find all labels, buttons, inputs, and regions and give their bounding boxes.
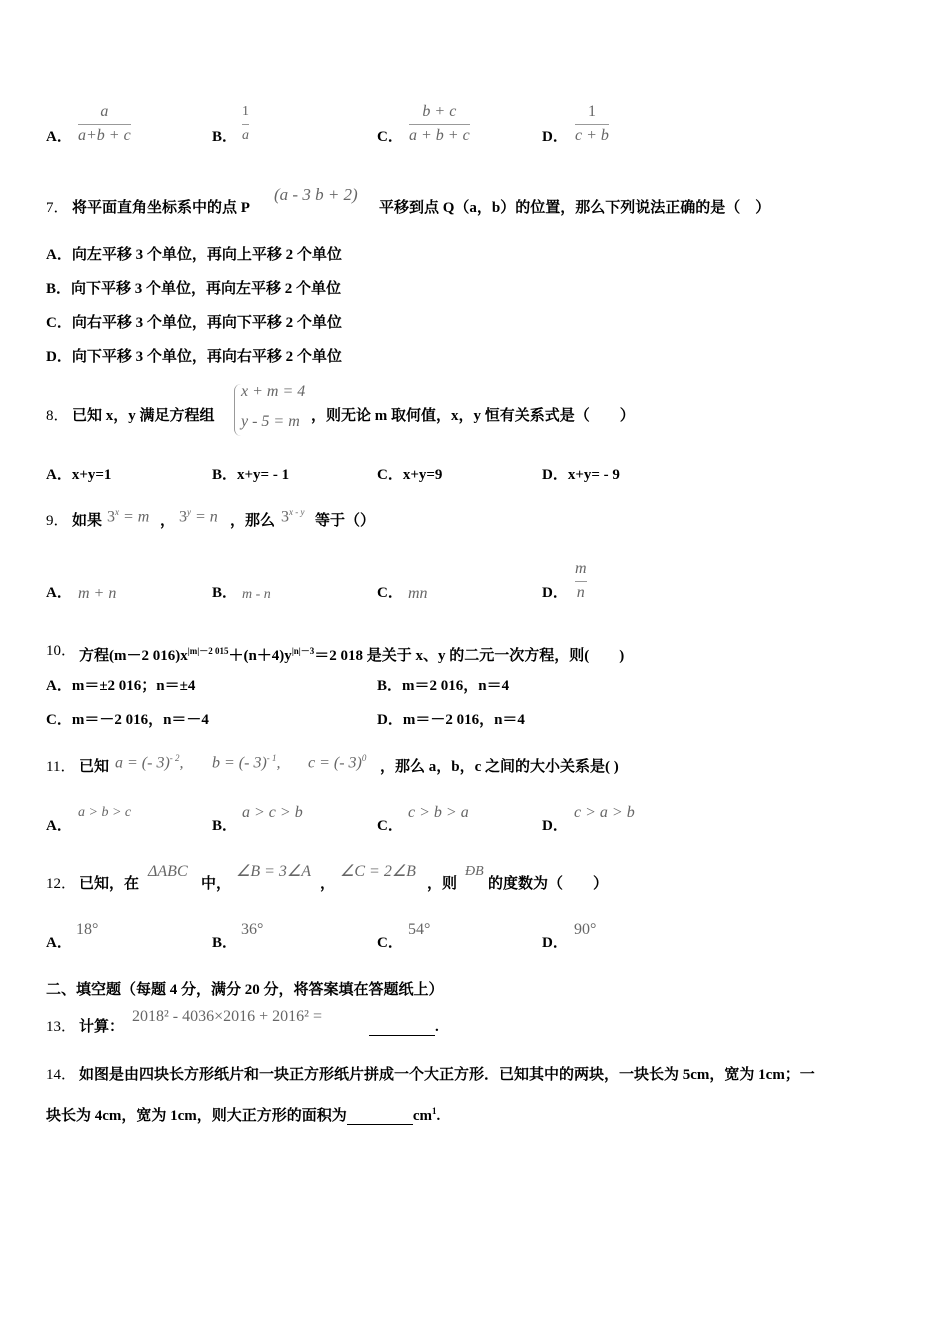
math-angle: ÐB (465, 864, 484, 879)
math-c: c = (- 3)$^0$ (308, 753, 367, 772)
denominator: a+b + c (78, 127, 131, 144)
option-c[interactable]: C．向右平移 3 个单位，再向下平移 2 个单位 (46, 315, 342, 331)
denominator: a + b + c (409, 127, 470, 144)
option-c[interactable]: C．m＝－2 016，n＝－4 (46, 712, 209, 728)
question-number: 13． (46, 1019, 77, 1035)
question-text: 的度数为（ ） (488, 876, 609, 892)
question-text: 将平面直角坐标系中的点 P (72, 200, 250, 216)
math-point: (a - 3 b + 2) (274, 185, 358, 204)
option-label[interactable]: B． (212, 585, 238, 601)
option-label[interactable]: D． (542, 935, 568, 951)
option-label: B． (212, 129, 238, 145)
answer-blank[interactable]: . (369, 1018, 439, 1036)
question-text: 块长为 4cm，宽为 1cm，则大正方形的面积为 $cm^1$. (46, 1106, 441, 1124)
option-d[interactable]: D．m＝－2 016，n＝4 (377, 712, 525, 728)
question-text: 等于（） (315, 513, 376, 529)
comma: ， (320, 876, 336, 892)
numerator: 1 (587, 103, 596, 120)
option-label: C． (377, 129, 403, 145)
option-value: mn (408, 585, 428, 602)
question-text: 如果 (72, 513, 103, 529)
option-value: 36° (241, 921, 264, 938)
question-text: 已知，在 (79, 876, 140, 892)
equation-2: y - 5 = m (241, 413, 300, 430)
option-b[interactable]: B．m＝2 016，n＝4 (377, 678, 510, 694)
option-b[interactable]: B．向下平移 3 个单位，再向左平移 2 个单位 (46, 281, 342, 297)
brace (234, 384, 241, 436)
option-label[interactable]: C． (377, 818, 403, 834)
question-text: ，则无论 m 取何值，x，y 恒有关系式是（ ） (311, 408, 635, 424)
math-relation: ∠B = 3∠A (236, 863, 312, 880)
fraction (409, 103, 470, 145)
option-value: 18° (76, 921, 99, 938)
numerator: b + c (422, 103, 457, 120)
option-label[interactable]: D． (542, 585, 568, 601)
numerator: a (100, 103, 109, 120)
answer-blank[interactable] (347, 1110, 413, 1125)
option-label: A． (46, 129, 72, 145)
math-expr: $3^y = n$ (179, 507, 218, 526)
option-a[interactable]: A．m＝±2 016；n＝±4 (46, 678, 196, 694)
option-label[interactable]: D． (542, 818, 568, 834)
option-label[interactable]: C． (377, 585, 403, 601)
question-number: 11． (46, 759, 76, 775)
numerator: 1 (242, 104, 249, 119)
option-label: D． (542, 129, 568, 145)
denominator: a (242, 128, 249, 143)
question-text: ，那么 a，b，c 之间的大小关系是( ) (380, 759, 619, 775)
question-text: 平移到点 Q（a，b）的位置，那么下列说法正确的是（ ） (379, 200, 771, 216)
math-expression: 2018² - 4036×2016 + 2016² = (132, 1008, 322, 1025)
question-text: 如图是由四块长方形纸片和一块正方形纸片拼成一个大正方形．已知其中的两块，一块长为 5cm，宽为 1cm；一 (79, 1067, 815, 1083)
option-a[interactable]: A．x+y=1 (46, 467, 112, 483)
question-number: 7． (46, 200, 69, 216)
option-value: c > b > a (408, 804, 469, 821)
option-label[interactable]: B． (212, 818, 238, 834)
option-value: 54° (408, 921, 431, 938)
question-number: 8． (46, 408, 69, 424)
option-d[interactable]: D．x+y= - 9 (542, 467, 620, 483)
option-value: 90° (574, 921, 597, 938)
math-a: a = (- 3)$^{- 2}$, (115, 753, 184, 772)
comma: ， (160, 513, 176, 529)
math-expr: $3^x = m$ (107, 507, 150, 526)
fraction (575, 103, 609, 145)
option-a[interactable]: A．向左平移 3 个单位，再向上平移 2 个单位 (46, 247, 342, 263)
question-text: ，那么 (230, 513, 276, 529)
question-number: 14． (46, 1067, 77, 1083)
question-text: ，则 (427, 876, 458, 892)
section-heading: 二、填空题（每题 4 分，满分 20 分，将答案填在答题纸上） (46, 982, 444, 998)
fraction (78, 103, 131, 145)
math-relation: ∠C = 2∠B (340, 863, 416, 880)
question-number: 9． (46, 513, 69, 529)
question-text: 计算： (79, 1019, 125, 1035)
math-expr: 3$^{x - y}$ (281, 507, 305, 526)
question-number: 12． (46, 876, 77, 892)
question-text: 中， (201, 876, 232, 892)
fraction (575, 560, 587, 602)
option-b[interactable]: B．x+y= - 1 (212, 467, 290, 483)
option-label[interactable]: A． (46, 935, 72, 951)
question-text: 已知 (79, 759, 110, 775)
fraction (242, 103, 249, 145)
option-label[interactable]: A． (46, 585, 72, 601)
option-value: a > c > b (242, 804, 303, 821)
equation-1: x + m = 4 (241, 383, 306, 400)
question-text: 方程(m－2 $016)x^{|m|-2 015}+(n+4)y^{|n|-3}=2$ 018 是关于 x、y 的二元一次方程，则( ) (79, 646, 625, 664)
option-value: m - n (242, 587, 271, 602)
question-number: 10． (46, 643, 77, 659)
option-value: a > b > c (78, 805, 132, 820)
option-value: c > a > b (574, 804, 635, 821)
option-c[interactable]: C．x+y=9 (377, 467, 443, 483)
option-label[interactable]: C． (377, 935, 403, 951)
option-value: m + n (78, 585, 117, 602)
math-b: b = (- 3)$^{- 1}$, (212, 753, 281, 772)
option-label[interactable]: B． (212, 935, 238, 951)
option-d[interactable]: D．向下平移 3 个单位，再向右平移 2 个单位 (46, 349, 342, 365)
numerator: m (575, 560, 587, 577)
denominator: c + b (575, 127, 609, 144)
math-triangle: ΔABC (148, 863, 188, 880)
option-label[interactable]: A． (46, 818, 72, 834)
question-text: 已知 x，y 满足方程组 (72, 408, 215, 424)
denominator: n (576, 584, 585, 601)
